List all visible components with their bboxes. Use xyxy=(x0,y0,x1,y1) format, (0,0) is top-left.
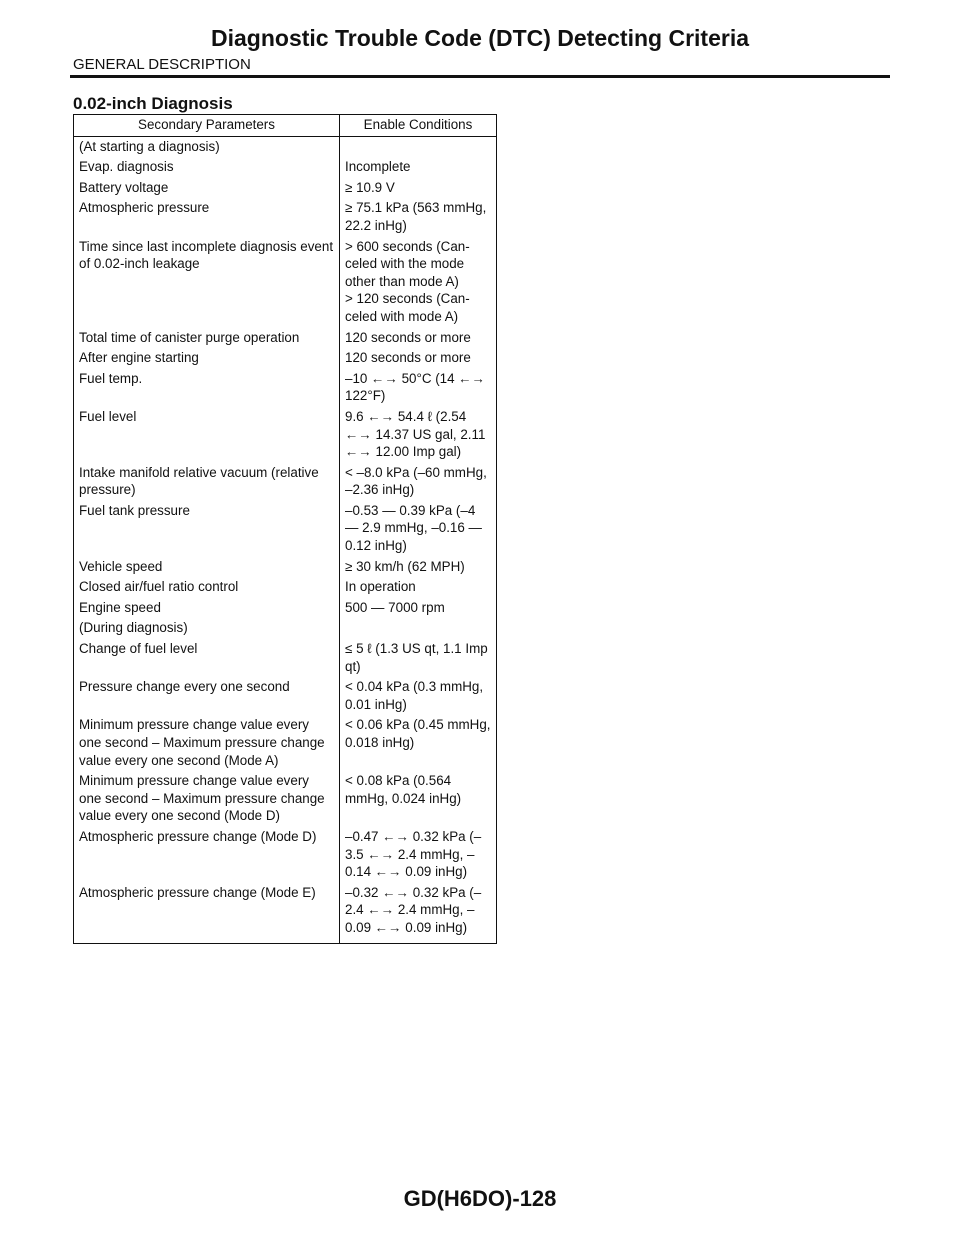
column-header-parameters: Secondary Parameters xyxy=(74,115,340,137)
condition-cell xyxy=(340,369,497,407)
table-row xyxy=(74,677,497,715)
parameter-cell: (At starting a diagnosis) xyxy=(74,136,340,157)
table-row xyxy=(74,463,497,501)
condition-cell xyxy=(340,136,497,157)
condition-text: 9.6 ←→ 54.4 ℓ (2.54 ←→ 14.37 US gal, 2.11 ←→ 12.00 Imp gal) xyxy=(345,408,486,460)
condition-text: > 600 seconds (Can-celed with the mode other than mode A) xyxy=(345,238,470,289)
parameter-cell: Fuel level xyxy=(74,407,340,463)
table-row xyxy=(74,557,497,578)
table-row xyxy=(74,237,497,328)
parameter-cell: (During diagnosis) xyxy=(74,618,340,639)
column-header-conditions: Enable Conditions xyxy=(340,115,497,137)
table-row xyxy=(74,501,497,557)
parameter-cell: Change of fuel level xyxy=(74,639,340,677)
section-label: GENERAL DESCRIPTION xyxy=(73,56,251,73)
table-header-row xyxy=(74,115,497,137)
table-row xyxy=(74,407,497,463)
condition-text: –0.32 ←→ 0.32 kPa (–2.4 ←→ 2.4 mmHg, –0.09 ←→ 0.09 inHg) xyxy=(345,884,482,935)
parameter-cell: Closed air/fuel ratio control xyxy=(74,577,340,598)
condition-cell xyxy=(340,348,497,369)
condition-cell xyxy=(340,328,497,349)
condition-cell xyxy=(340,618,497,639)
table-row xyxy=(74,618,497,639)
condition-text: Incomplete xyxy=(345,159,411,175)
parameter-cell: Atmospheric pressure change (Mode E) xyxy=(74,883,340,943)
table-row xyxy=(74,348,497,369)
diagnosis-heading: 0.02-inch Diagnosis xyxy=(73,94,233,113)
condition-text: 120 seconds or more xyxy=(345,350,471,366)
parameter-cell: Atmospheric pressure xyxy=(74,198,340,236)
condition-cell xyxy=(340,463,497,501)
condition-cell xyxy=(340,237,497,328)
condition-text: < 0.08 kPa (0.564 mmHg, 0.024 inHg) xyxy=(345,773,462,806)
table-row xyxy=(74,178,497,199)
condition-cell xyxy=(340,598,497,619)
table-row xyxy=(74,577,497,598)
condition-cell xyxy=(340,577,497,598)
condition-text: ≥ 10.9 V xyxy=(345,179,395,195)
parameter-cell: Minimum pressure change value every one second – Maximum pressure change value every one second (Mode D) xyxy=(74,771,340,827)
condition-cell xyxy=(340,407,497,463)
condition-cell xyxy=(340,557,497,578)
parameter-cell: Fuel tank pressure xyxy=(74,501,340,557)
table-row xyxy=(74,136,497,157)
condition-text: ≤ 5 ℓ (1.3 US qt, 1.1 Imp qt) xyxy=(345,641,488,674)
parameter-cell: Pressure change every one second xyxy=(74,677,340,715)
condition-cell xyxy=(340,715,497,771)
parameter-cell: Battery voltage xyxy=(74,178,340,199)
parameter-cell: Fuel temp. xyxy=(74,369,340,407)
condition-text-secondary: > 120 seconds (Can-celed with mode A) xyxy=(345,291,470,324)
condition-cell xyxy=(340,157,497,178)
table-row xyxy=(74,198,497,236)
table-row xyxy=(74,157,497,178)
condition-cell xyxy=(340,677,497,715)
table-row xyxy=(74,369,497,407)
parameter-cell: Time since last incomplete diagnosis event of 0.02-inch leakage xyxy=(74,237,340,328)
page-code: GD(H6DO)-128 xyxy=(403,1186,557,1211)
condition-cell xyxy=(340,178,497,199)
condition-text: ≥ 75.1 kPa (563 mmHg, 22.2 inHg) xyxy=(345,200,487,233)
condition-text: In operation xyxy=(345,579,416,595)
condition-text: –0.47 ←→ 0.32 kPa (–3.5 ←→ 2.4 mmHg, –0.14 ←→ 0.09 inHg) xyxy=(345,828,482,880)
condition-cell xyxy=(340,198,497,236)
header-divider xyxy=(70,75,890,78)
parameter-cell: Intake manifold relative vacuum (relative pressure) xyxy=(74,463,340,501)
table-row xyxy=(74,883,497,943)
condition-text: 500 — 7000 rpm xyxy=(345,599,445,615)
parameter-cell: Engine speed xyxy=(74,598,340,619)
condition-cell xyxy=(340,771,497,827)
condition-text: –0.53 — 0.39 kPa (–4 — 2.9 mmHg, –0.16 — 0.12 inHg) xyxy=(345,502,482,554)
parameter-cell: Total time of canister purge operation xyxy=(74,328,340,349)
parameter-cell: Vehicle speed xyxy=(74,557,340,578)
parameter-cell: Evap. diagnosis xyxy=(74,157,340,178)
table-row xyxy=(74,639,497,677)
condition-text: < 0.04 kPa (0.3 mmHg, 0.01 inHg) xyxy=(345,679,484,712)
table-row xyxy=(74,771,497,827)
table-row xyxy=(74,598,497,619)
table-row xyxy=(74,328,497,349)
table-row xyxy=(74,715,497,771)
page-title: Diagnostic Trouble Code (DTC) Detecting Criteria xyxy=(211,25,749,51)
condition-text: ≥ 30 km/h (62 MPH) xyxy=(345,558,465,574)
table-body xyxy=(74,136,497,943)
parameter-cell: After engine starting xyxy=(74,348,340,369)
parameter-cell: Atmospheric pressure change (Mode D) xyxy=(74,827,340,883)
condition-cell xyxy=(340,639,497,677)
parameter-cell: Minimum pressure change value every one second – Maximum pressure change value every one second (Mode A) xyxy=(74,715,340,771)
condition-cell xyxy=(340,883,497,943)
condition-text: < –8.0 kPa (–60 mmHg, –2.36 inHg) xyxy=(345,464,487,498)
table-row xyxy=(74,827,497,883)
condition-cell xyxy=(340,827,497,883)
condition-cell xyxy=(340,501,497,557)
condition-text: –10 ←→ 50°C (14 ←→ 122°F) xyxy=(345,370,486,404)
condition-text: < 0.06 kPa (0.45 mmHg, 0.018 inHg) xyxy=(345,717,491,750)
condition-text: 120 seconds or more xyxy=(345,329,471,345)
conditions-table xyxy=(73,114,497,944)
